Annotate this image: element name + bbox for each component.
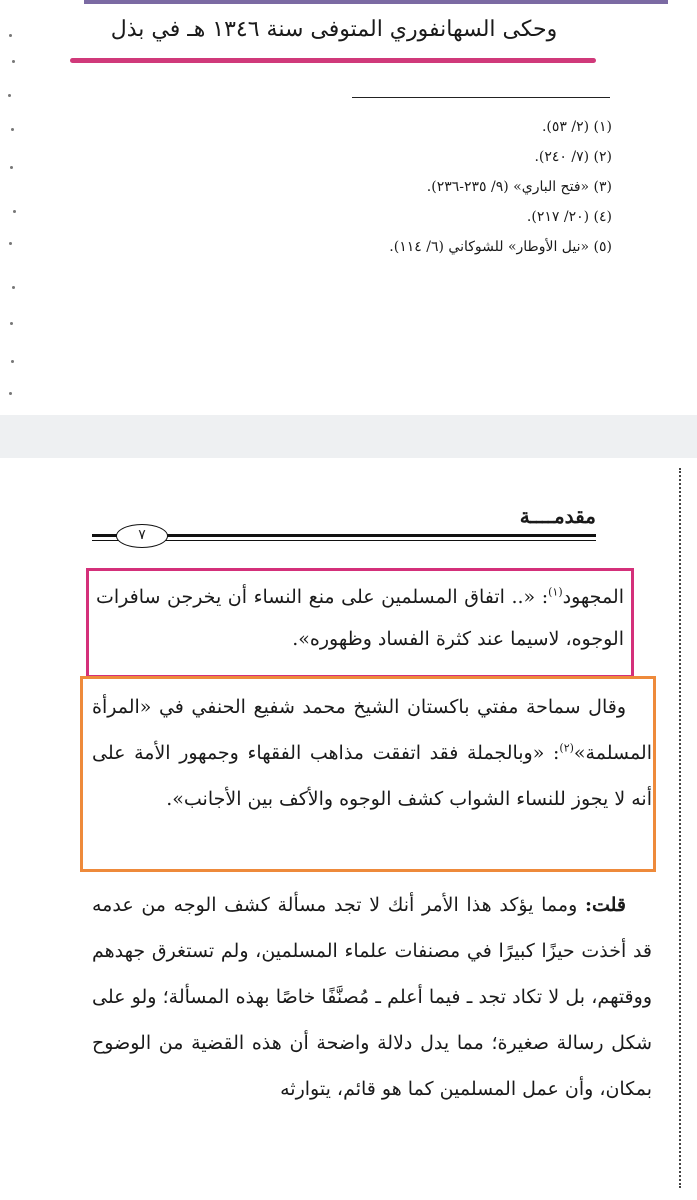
paragraph-text: : «.. اتفاق المسلمين على منع النساء أن يخرجن سافرات الوجوه، لاسيما عند كثرة الفساد وظهوره».: [96, 586, 624, 650]
footnote-ref: (١): [548, 585, 563, 599]
footnote-item: (٣) «فتح الباري» (٩/ ٢٣٥-٢٣٦).: [426, 179, 612, 195]
running-header: مقدمــــة: [519, 504, 596, 528]
page-separator: [0, 415, 697, 458]
heading-highlight-underline: [70, 58, 596, 63]
highlight-box-pink: [86, 568, 634, 678]
bottom-page-scan: [0, 458, 697, 1200]
top-accent-bar: [84, 0, 668, 4]
paragraph-text: ومما يؤكد هذا الأمر أنك لا تجد مسألة كشف الوجه من عدمه قد أخذت حيزًا كبيرًا في مصنفات علماء المسلمين، ولم تستغرق جهدهم ووقتهم، بل لا تكاد تجد ـ فيما أعلم ـ مُصنَّفًا خاصًا بهذه المسألة؛ ولو على شكل رسالة صغيرة؛ مما يدل دلالة واضحة أن هذه القضية من الوضوح بمكان، وأن عمل المسلمين كما هو قائم، يتوارثه: [92, 894, 652, 1100]
scan-edge-border: [679, 468, 689, 1188]
paragraph-commentary: [92, 882, 652, 1112]
footnote-item: (١) (٢/ ٥٣).: [541, 119, 612, 135]
paragraph-start: المجهود: [562, 586, 624, 608]
paragraph-text: : «وبالجملة فقد اتفقت مذاهب الفقهاء وجمهور الأمة على أنه لا يجوز للنساء الشواب كشف الوجوه والأكف بين الأجانب».: [92, 742, 652, 810]
paragraph-lead: قلت:: [584, 894, 626, 916]
page-number-badge: ٧: [116, 524, 168, 548]
left-margin-speckles: [6, 30, 20, 410]
top-page-scan: [0, 0, 697, 415]
footnote-ref: (٢): [559, 741, 574, 755]
footnote-list: [300, 112, 612, 262]
header-rule-thin: [92, 540, 596, 541]
paragraph-start: وقال سماحة مفتي باكستان الشيخ محمد شفيع الحنفي في «المرأة المسلمة»: [92, 696, 652, 764]
footnote-item: (٢) (٧/ ٢٤٠).: [534, 149, 612, 165]
footnote-item: (٤) (٢٠/ ٢١٧).: [526, 209, 612, 225]
top-page-heading: وحكى السهانفوري المتوفى سنة ١٣٤٦ هـ في بذل: [110, 17, 558, 42]
footnote-separator: [352, 97, 610, 98]
footnote-item: (٥) «نيل الأوطار» للشوكاني (٦/ ١١٤).: [389, 239, 612, 255]
highlight-box-orange: [80, 676, 656, 872]
